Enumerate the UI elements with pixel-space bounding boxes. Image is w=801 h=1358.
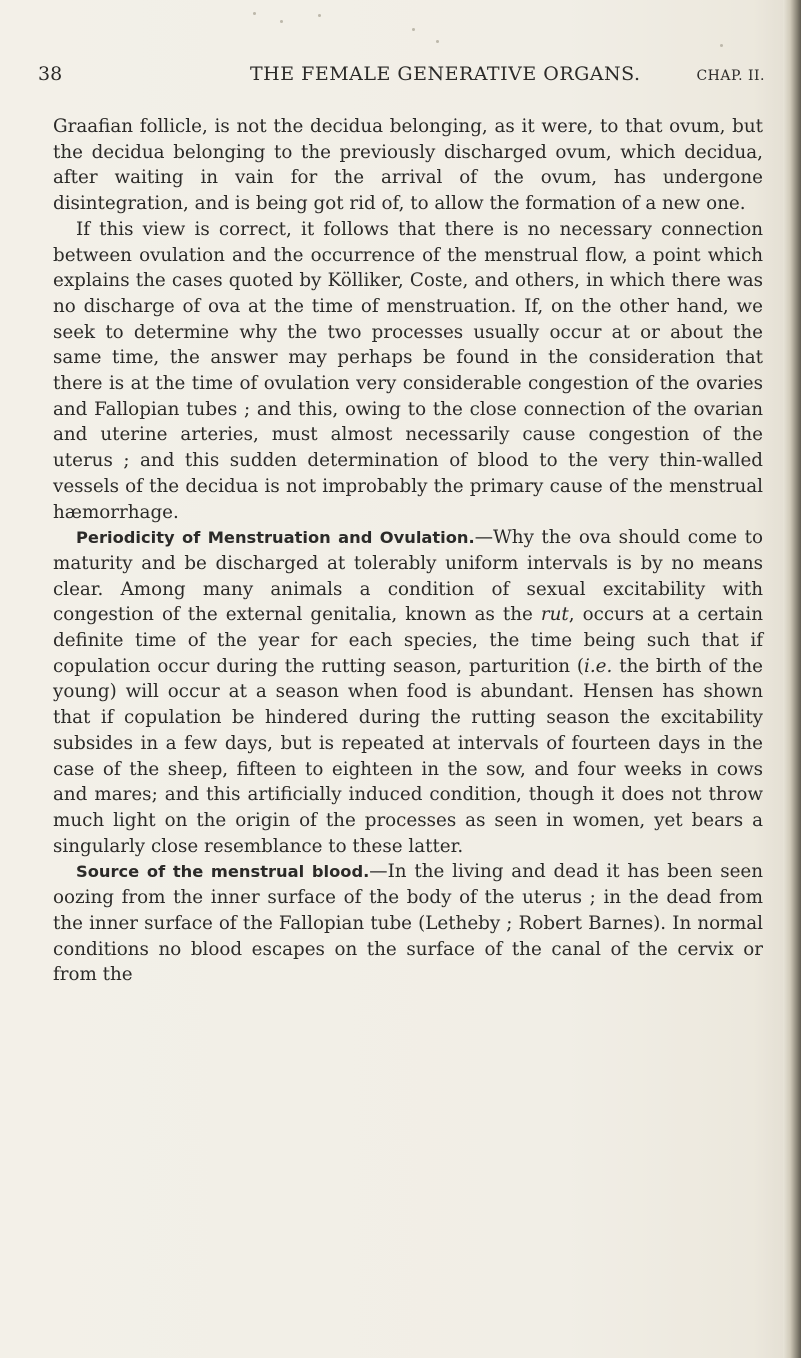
paragraph-text: If this view is correct, it follows that there is no necessary connection between ovulation and the occurrence of the menstrual flow, a point which explains the cases quoted by Kölliker, Coste, and others, in which there was no discharge of ova at the time of menstruation. If, on the other hand, we seek to determine why the two processes usually occur at or about the same time, the answer may perhaps be found in the consideration that there is at the time of ovulation very considerable congestion of the ovaries and Fallopian tubes ; and this, owing to the close connection of the ovarian and uterine arteries, must almost necessarily cause congestion of the uterus ; and this sudden determination of blood to the very thin-walled vessels of the decidua is not improbably the primary cause of the menstrual hæmorrhage.	[53, 218, 763, 523]
paper-speck	[253, 12, 256, 15]
paragraph-text: —Why the ova should come to maturity and be discharged at tolerably uniform intervals is by no means clear. Among many animals a condition of sexual excitability with congestion of the external genitalia, known as the	[53, 527, 763, 626]
paragraph-periodicity	[53, 525, 763, 859]
paragraph-text: the birth of the young) will occur at a season when food is abundant. Hensen has shown that if copulation be hindered during the rutting season the excitability subsides in a few days, but is repeated at intervals of fourteen days in the case of the sheep, fifteen to eighteen in the sow, and four weeks in cows and mares; and this artificially induced condition, though it does not throw much light on the origin of the processes as seen in women, yet bears a singularly close resemblance to these latter.	[53, 655, 763, 857]
body-text	[53, 114, 763, 988]
chapter-label: CHAP. II.	[696, 68, 765, 84]
italic-term-ie: i.e.	[584, 655, 613, 677]
paper-speck	[412, 28, 415, 31]
paper-speck	[720, 44, 723, 47]
paragraph-menstrual-flow	[53, 217, 763, 525]
running-header	[38, 60, 765, 88]
section-heading-source: Source of the menstrual blood.	[76, 862, 370, 882]
paragraph-text: , occurs at a certain definite time of the year for each species, the time being such that if copulation occur during the rutting season, parturition (	[53, 604, 763, 677]
paper-speck	[318, 14, 321, 17]
paper-speck	[436, 40, 439, 43]
paragraph-source-of-blood	[53, 859, 763, 988]
paragraph-text: Graafian follicle, is not the decidua belonging, as it were, to that ovum, but the decidua belonging to the previously discharged ovum, which decidua, after waiting in vain for the arrival of the ovum, has undergone disintegration, and is being got rid of, to allow the formation of a new one.	[53, 116, 763, 215]
paragraph-text: —In the living and dead it has been seen oozing from the inner surface of the body of the uterus ; in the dead from the inner surface of the Fallopian tube (Letheby ; Robert Barnes). In normal conditions no blood escapes on the surface of the canal of the cervix or from the	[53, 861, 763, 986]
running-title: THE FEMALE GENERATIVE ORGANS.	[250, 63, 641, 85]
paper-speck	[280, 20, 283, 23]
binding-edge	[783, 0, 801, 1358]
section-heading-periodicity: Periodicity of Menstruation and Ovulation.	[76, 528, 475, 548]
paragraph-continuation	[53, 114, 763, 217]
page-number: 38	[38, 63, 63, 85]
italic-term-rut: rut	[540, 604, 569, 626]
